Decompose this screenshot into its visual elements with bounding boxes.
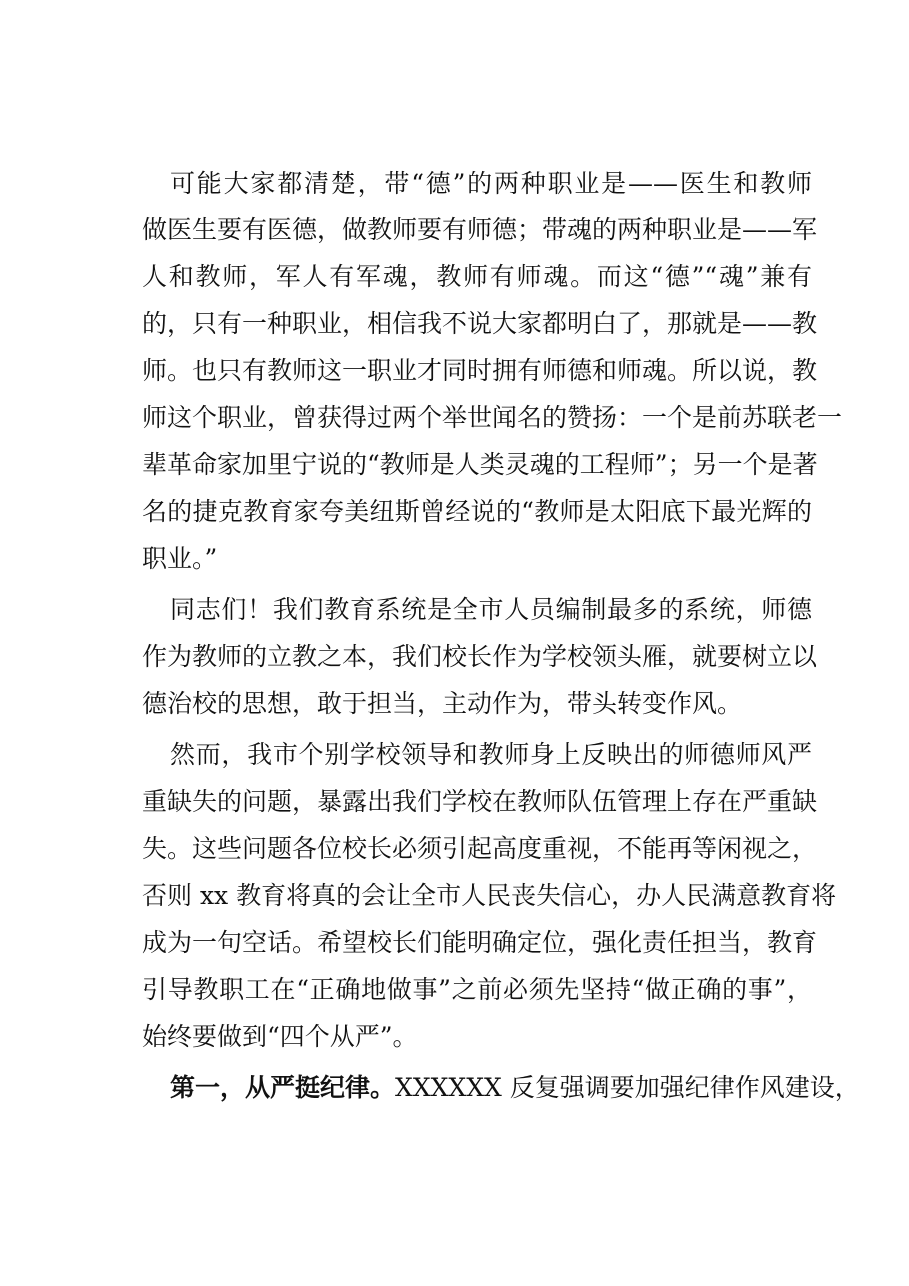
paragraph-2-line-1: 同志们！我们教育系统是全市人员编制最多的系统，师德 — [170, 595, 812, 624]
paragraph-1-line-6: 师这个职业，曾获得过两个举世闻名的赞扬：一个是前苏联老一 — [142, 403, 843, 432]
paragraph-3-line-2: 重缺失的问题，暴露出我们学校在教师队伍管理上存在严重缺 — [142, 787, 818, 816]
paragraph-4-text: XXXXXX 反复强调要加强纪律作风建设， — [395, 1073, 860, 1102]
paragraph-3-line-3: 失。这些问题各位校长必须引起高度重视，不能再等闲视之， — [142, 834, 818, 863]
paragraph-3-line-6: 引导教职工在“正确地做事”之前必须先坚持“做正确的事”， — [142, 975, 812, 1004]
paragraph-1-line-3: 人和教师，军人有军魂，教师有师魂。而这“德”“魂”兼有 — [142, 262, 812, 291]
paragraph-1-line-7: 辈革命家加里宁说的“教师是人类灵魂的工程师”；另一个是著 — [142, 450, 818, 479]
paragraph-1-line-9: 职业。” — [142, 544, 218, 573]
paragraph-1-line-1: 可能大家都清楚，带“德”的两种职业是——医生和教师 — [170, 169, 812, 198]
paragraph-3-line-1: 然而，我市个别学校领导和教师身上反映出的师德师风严 — [170, 740, 812, 769]
paragraph-1-line-8: 名的捷克教育家夸美纽斯曾经说的“教师是太阳底下最光辉的 — [142, 497, 812, 526]
paragraph-2-line-3: 德治校的思想，敢于担当，主动作为，带头转变作风。 — [142, 689, 743, 718]
paragraph-3-line-4: 否则 xx 教育将真的会让全市人民丧失信心，办人民满意教育将 — [142, 881, 837, 910]
paragraph-2-line-2: 作为教师的立教之本，我们校长作为学校领头雁，就要树立以 — [142, 642, 818, 671]
section-heading: 第一，从严挺纪律。 — [170, 1073, 396, 1102]
paragraph-1-line-4: 的，只有一种职业，相信我不说大家都明白了，那就是——教 — [142, 309, 818, 338]
paragraph-1-line-2: 做医生要有医德，做教师要有师德；带魂的两种职业是——军 — [142, 215, 818, 244]
paragraph-1-line-5: 师。也只有教师这一职业才同时拥有师德和师魂。所以说，教 — [142, 356, 818, 385]
paragraph-3-line-5: 成为一句空话。希望校长们能明确定位，强化责任担当，教育 — [142, 928, 818, 957]
paragraph-4-line-1 — [170, 1068, 860, 1108]
paragraph-3-line-7: 始终要做到“四个从严”。 — [142, 1022, 418, 1051]
